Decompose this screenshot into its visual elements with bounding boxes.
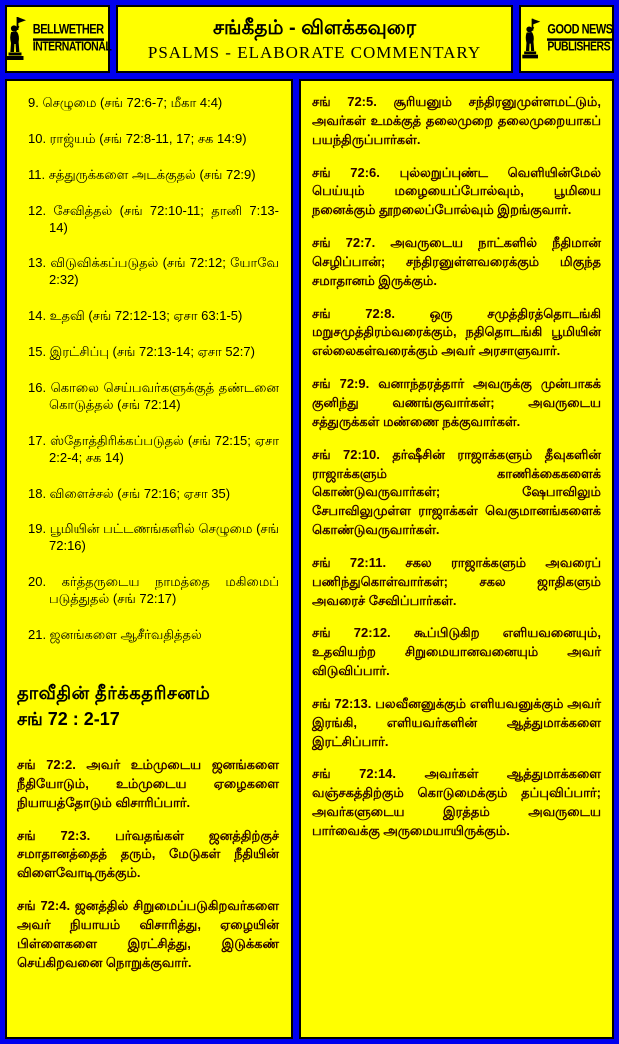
goodnews-logo-line1: GOOD NEWS xyxy=(547,22,612,41)
topic-list-item: 19. பூமியின் பட்டணங்களில் செழுமை (சங் 72:16) xyxy=(28,521,279,554)
title-box xyxy=(116,5,513,73)
verse-paragraph: சங் 72:14. அவர்கள் ஆத்துமாக்களை வஞ்சகத்திற்கும் கொடுமைக்கும் தப்புவிப்பார்; அவர்களுடைய இரத்தம் அவருடைய பார்வைக்கு அருமையாயிருக்கும். xyxy=(312,766,601,838)
page-title-english: PSALMS - ELABORATE COMMENTARY xyxy=(147,42,482,62)
verse-paragraph: சங் 72:11. சகல ராஜாக்களும் அவரைப் பணிந்துகொள்வார்கள்; சகல ஜாதிகளும் அவரைச் சேவிப்பார்கள். xyxy=(312,554,601,608)
herald-statue-icon xyxy=(4,16,30,62)
verse-paragraph: சங் 72:3. பர்வதங்கள் ஜனத்திற்குச் சமாதானத்தைத் தரும், மேடுகள் நீதியின் விளைவோடிருக்கும். xyxy=(17,827,279,881)
section-heading-title: தாவீதின் தீர்க்கதரிசனம் xyxy=(17,682,211,703)
herald-statue-icon xyxy=(520,17,544,61)
right-verses xyxy=(312,93,601,841)
left-verses xyxy=(15,756,279,972)
verse-paragraph: சங் 72:2. அவர் உம்முடைய ஜனங்களை நீதியோடும், உம்முடைய ஏழைகளை நியாயத்தோடும் விசாரிப்பார். xyxy=(17,757,279,810)
section-heading-reference: சங் 72 : 2-17 xyxy=(17,709,120,730)
verse-paragraph: சங் 72:12. கூப்பிடுகிற எளியவனையும், உதவியற்ற சிறுமையானவனையும் அவர் விடுவிப்பார். xyxy=(312,625,601,679)
verse-paragraph: சங் 72:6. புல்லறுப்புண்ட வெளியின்மேல் பெய்யும் மழையைப்போல்வும், பூமியை நனைக்கும் தூறலைப்போல்வும் இறங்குவார். xyxy=(312,164,601,218)
bellwether-logo-line1: BELLWETHER xyxy=(33,22,104,41)
bellwether-logo-text xyxy=(33,24,111,54)
goodnews-logo-text xyxy=(547,24,612,54)
verse-paragraph: சங் 72:7. அவருடைய நாட்களில் நீதிமான் செழிப்பான்; சந்திரனுள்ளவரைக்கும் மிகுந்த சமாதானம் இருக்கும். xyxy=(312,235,601,288)
topic-list-item: 11. சத்துருக்களை அடக்குதல் (சங் 72:9) xyxy=(28,166,256,182)
topic-list-item: 15. இரட்சிப்பு (சங் 72:13-14; ஏசா 52:7) xyxy=(28,344,255,360)
left-column xyxy=(5,79,293,1039)
bellwether-logo xyxy=(5,5,110,73)
page-title-tamil: சங்கீதம் - விளக்கவுரை xyxy=(212,16,417,39)
verse-paragraph: சங் 72:8. ஒரு சமுத்திரத்தொடங்கி மறுசமுத்திரம்வரைக்கும், நதிதொடங்கி பூமியின் எல்லைகள்வரைக்கும் அவர் அரசாளுவார். xyxy=(312,305,601,359)
topic-list-item: 20. கர்த்தருடைய நாமத்தை மகிமைப் படுத்துதல் (சங் 72:17) xyxy=(28,574,279,607)
right-column xyxy=(299,79,614,1039)
topic-list-item: 13. விடுவிக்கப்படுதல் (சங் 72:12; யோவே 2:32) xyxy=(28,255,279,288)
verse-paragraph: சங் 72:10. தர்ஷீசின் ராஜாக்களும் தீவுகளின் ராஜாக்களும் காணிக்கைகளைக் கொண்டுவருவார்கள்; ஷேபாவிலும் சேபாவிலுமுள்ள ராஜாக்கள் வெகுமானங்களைக் கொண்டுவருவார்கள். xyxy=(312,446,601,538)
verse-paragraph: சங் 72:4. ஜனத்தில் சிறுமைப்படுகிறவர்களை அவர் நியாயம் விசாரித்து, ஏழையின் பிள்ளைகளை இரட்சித்து, இடுக்கண் செய்கிறவனை நொறுக்குவார். xyxy=(17,898,279,970)
goodnews-logo-line2: PUBLISHERS xyxy=(547,39,611,55)
verse-paragraph: சங் 72:9. வனாந்தரத்தார் அவருக்கு முன்பாகக் குனிந்து வணங்குவார்கள்; அவருடைய சத்துருக்கள் மண்ணை நக்குவார்கள். xyxy=(312,376,601,429)
topic-list-item: 12. சேவித்தல் (சங் 72:10-11; தானி 7:13-14) xyxy=(28,202,279,235)
topic-list-item: 18. விளைச்சல் (சங் 72:16; ஏசா 35) xyxy=(28,485,231,501)
topic-list-item: 16. கொலை செய்பவர்களுக்குத் தண்டனை கொடுத்தல் (சங் 72:14) xyxy=(28,380,279,412)
content xyxy=(5,79,614,1039)
section-heading xyxy=(17,680,279,732)
header xyxy=(5,5,614,73)
verse-paragraph: சங் 72:13. பலவீனனுக்கும் எளியவனுக்கும் அவர் இரங்கி, எளியவர்களின் ஆத்துமாக்களை இரட்சிப்பார். xyxy=(312,695,601,749)
topic-list-item: 14. உதவி (சங் 72:12-13; ஏசா 63:1-5) xyxy=(28,308,243,324)
verse-paragraph: சங் 72:5. சூரியனும் சந்திரனுமுள்ளமட்டும், அவர்கள் உமக்குத் தலைமுறை தலைமுறையாகப் பயந்திருப்பார்கள். xyxy=(312,94,601,147)
topic-list-item: 21. ஜனங்களை ஆசீர்வதித்தல் xyxy=(28,627,202,643)
topic-list-item: 17. ஸ்தோத்திரிக்கப்படுதல் (சங் 72:15; ஏசா 2:2-4; சக 14) xyxy=(28,432,279,465)
topic-list-item: 9. செழுமை (சங் 72:6-7; மீகா 4:4) xyxy=(28,95,223,110)
topic-list xyxy=(15,95,279,644)
topic-list-item: 10. ராஜ்யம் (சங் 72:8-11, 17; சக 14:9) xyxy=(28,130,247,146)
goodnews-logo xyxy=(519,5,614,73)
bellwether-logo-line2: INTERNATIONAL xyxy=(32,39,112,55)
